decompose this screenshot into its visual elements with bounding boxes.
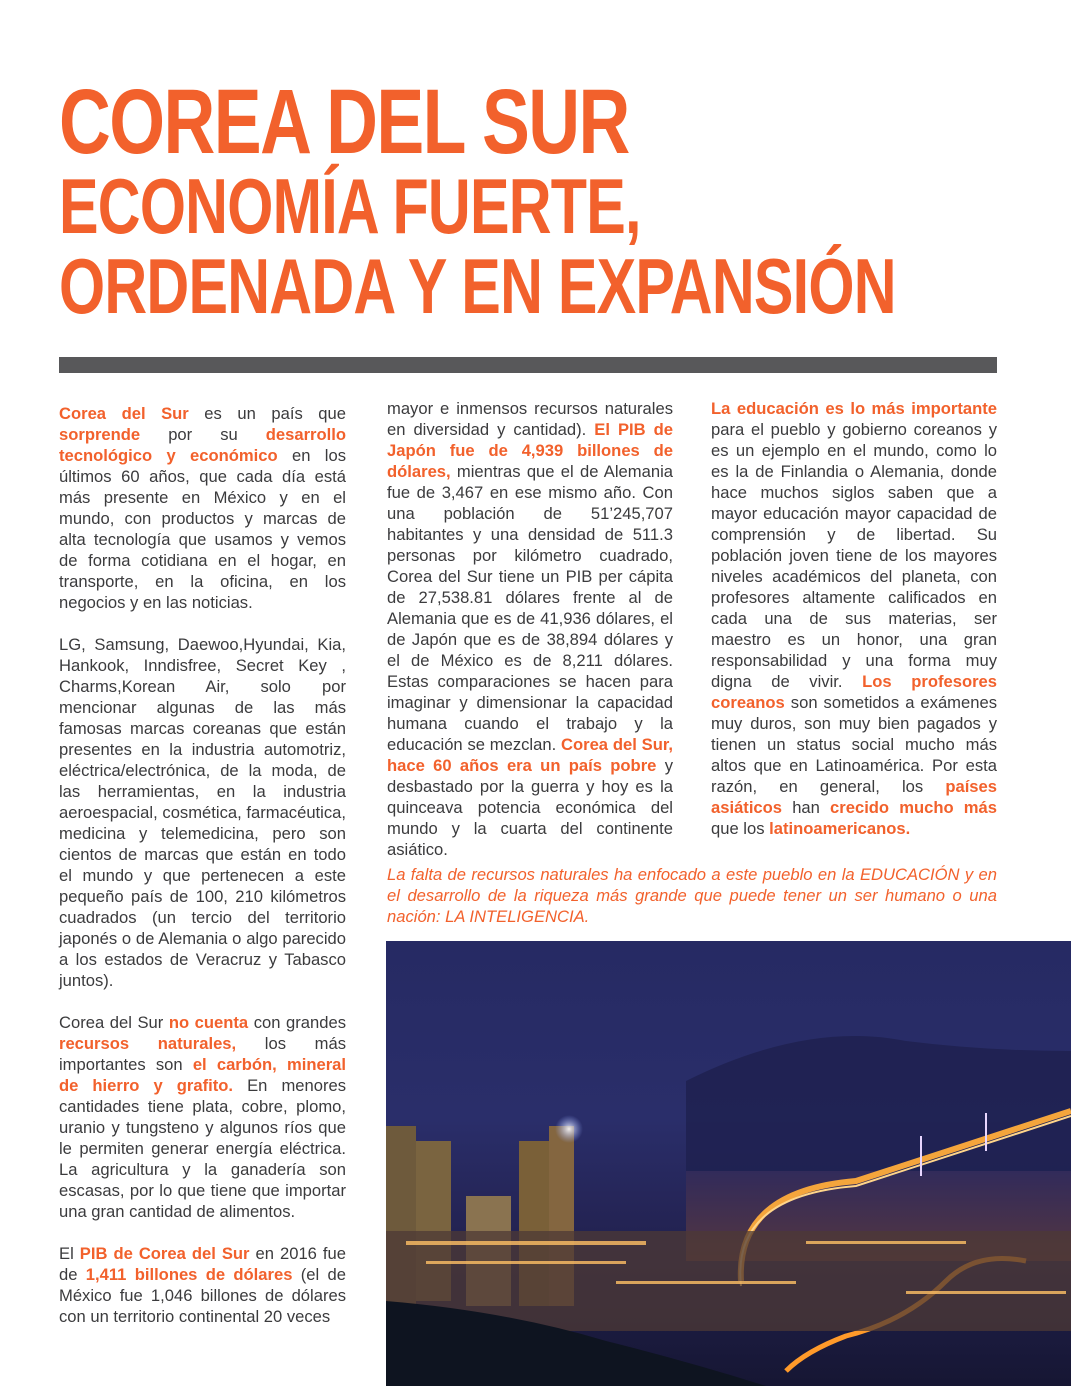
body-text: El — [59, 1244, 80, 1263]
highlighted-text: Corea del Sur — [59, 404, 189, 423]
body-text: en 2016 fue de — [59, 1244, 346, 1284]
highlighted-text: latinoamericanos. — [769, 819, 911, 838]
header-divider — [59, 357, 997, 373]
body-text: (el de México fue 1,046 billones de dólares con un territorio continental 20 veces — [59, 1265, 346, 1326]
body-text: son sometidos a exámenes muy duros, son muy bien pagados y tienen un status social mucho más altos que en Latinoamérica. Por esta razón, en general, los — [711, 693, 997, 796]
paragraph-education — [711, 398, 997, 839]
highlighted-text: PIB de Corea del Sur — [79, 1244, 250, 1263]
night-city-bridge-photo — [386, 941, 1071, 1386]
pull-quote: La falta de recursos naturales ha enfocado a este pueblo en la EDUCACIÓN y en el desarrollo de la riqueza más grande que puede tener un ser humano o una nación: LA INTELIGENCIA. — [387, 865, 997, 926]
highlighted-text: La educación es lo más importante — [711, 399, 997, 418]
article-column-1 — [59, 403, 346, 1348]
page-subtitle-line1: ECONOMÍA FUERTE, — [59, 162, 641, 250]
article-column-3 — [711, 398, 997, 860]
page-subtitle-line2: ORDENADA Y EN EXPANSIÓN — [59, 242, 896, 330]
highlighted-text: el carbón, mineral de hierro y grafito. — [59, 1055, 346, 1095]
body-text: y desbastado por la guerra y hoy es la quinceava potencia económica del mundo y la cuarta del continente asiático. — [387, 756, 673, 859]
highlighted-text: sorprende — [59, 425, 141, 444]
body-text: es un país que — [188, 404, 346, 423]
body-text: En menores cantidades tiene plata, cobre, plomo, uranio y tungsteno y algunos ríos que le permiten generar energía eléctrica. La agricultura y la ganadería son escasas, por lo que tiene que importar una gran cantidad de alimentos. — [59, 1076, 347, 1221]
photo-illustration — [386, 941, 1071, 1386]
body-text: mayor e inmensos recursos naturales en diversidad y cantidad). — [387, 399, 673, 439]
highlighted-text: crecido mucho más — [830, 798, 997, 817]
body-text: que los — [711, 819, 770, 838]
paragraph-comparison — [387, 398, 673, 860]
highlighted-text: Corea del Sur, hace 60 años era un país pobre — [387, 735, 673, 775]
highlighted-text: recursos naturales, — [59, 1034, 237, 1053]
body-text: Corea del Sur — [59, 1013, 169, 1032]
article-header — [59, 71, 1019, 330]
article-column-2 — [387, 398, 673, 881]
body-text: por su — [140, 425, 266, 444]
paragraph-intro — [59, 403, 346, 613]
highlighted-text: 1,411 billones de dólares — [85, 1265, 293, 1284]
paragraph-gdp — [59, 1243, 346, 1327]
highlighted-text: no cuenta — [168, 1013, 249, 1032]
highlighted-text: Los profesores coreanos — [711, 672, 997, 712]
highlighted-text: países asiáticos — [711, 777, 997, 817]
tower-light — [555, 1115, 583, 1143]
highlighted-text: El PIB de Japón fue de 4,939 billones de dólares, — [387, 420, 673, 481]
body-text: mientras que el de Alemania fue de 3,467 en ese mismo año. Con una población de 51’245,707 habitantes y una densidad de 511.3 personas por kilómetro cuadrado, Corea del Sur tiene un PIB per cápita de 27,538.81 dólares frente al de Alemania que es de 41,936 dólares, el de Japón que es de 38,894 dólares y el de México es de 8,211 dólares. Estas comparaciones se hacen para imaginar y dimensionar la capacidad humana cuando el trabajo y la educación se mezclan. — [387, 462, 673, 754]
body-text: los más importantes son — [59, 1034, 346, 1074]
body-text: han — [782, 798, 831, 817]
body-text: con grandes — [248, 1013, 346, 1032]
body-text: en los últimos 60 años, que cada día está más presente en México y en el mundo, con productos y marcas de alta tecnología que usamos y vemos de forma cotidiana en el hogar, en transporte, en la oficina, en los negocios y en las noticias. — [59, 446, 346, 612]
paragraph-brands: LG, Samsung, Daewoo,Hyundai, Kia, Hankook, Inndisfree, Secret Key , Charms,Korean Air, solo por mencionar algunas de las más famosas marcas coreanas que están presentes en la industria automotriz, eléctrica/electrónica, de la moda, de las herramientas, en la industria aeroespacial, cosmética, farmacéutica, medicina y telemedicina, pero son cientos de marcas que están en todo el mundo y que pertenecen a este pequeño país de 100, 210 kilómetros cuadrados (un tercio del territorio japonés o de Alemania o algo parecido a los estados de Veracruz y Tabasco juntos). — [59, 635, 346, 990]
body-text: para el pueblo y gobierno coreanos y es un ejemplo en el mundo, como lo es la de Finlandia o Alemania, donde hace muchos siglos saben que a mayor educación mayor capacidad de comprensión y de libertad. Su población joven tiene de los mayores niveles académicos del planeta, con profesores altamente calificados en cada una de sus materias, ser maestro es un honor, una gran responsabilidad y una forma muy digna de vivir. — [711, 420, 997, 691]
paragraph-resources — [59, 1012, 346, 1222]
highlighted-text: desarrollo tecnológico y económico — [59, 425, 346, 465]
page-title: COREA DEL SUR — [59, 71, 629, 173]
